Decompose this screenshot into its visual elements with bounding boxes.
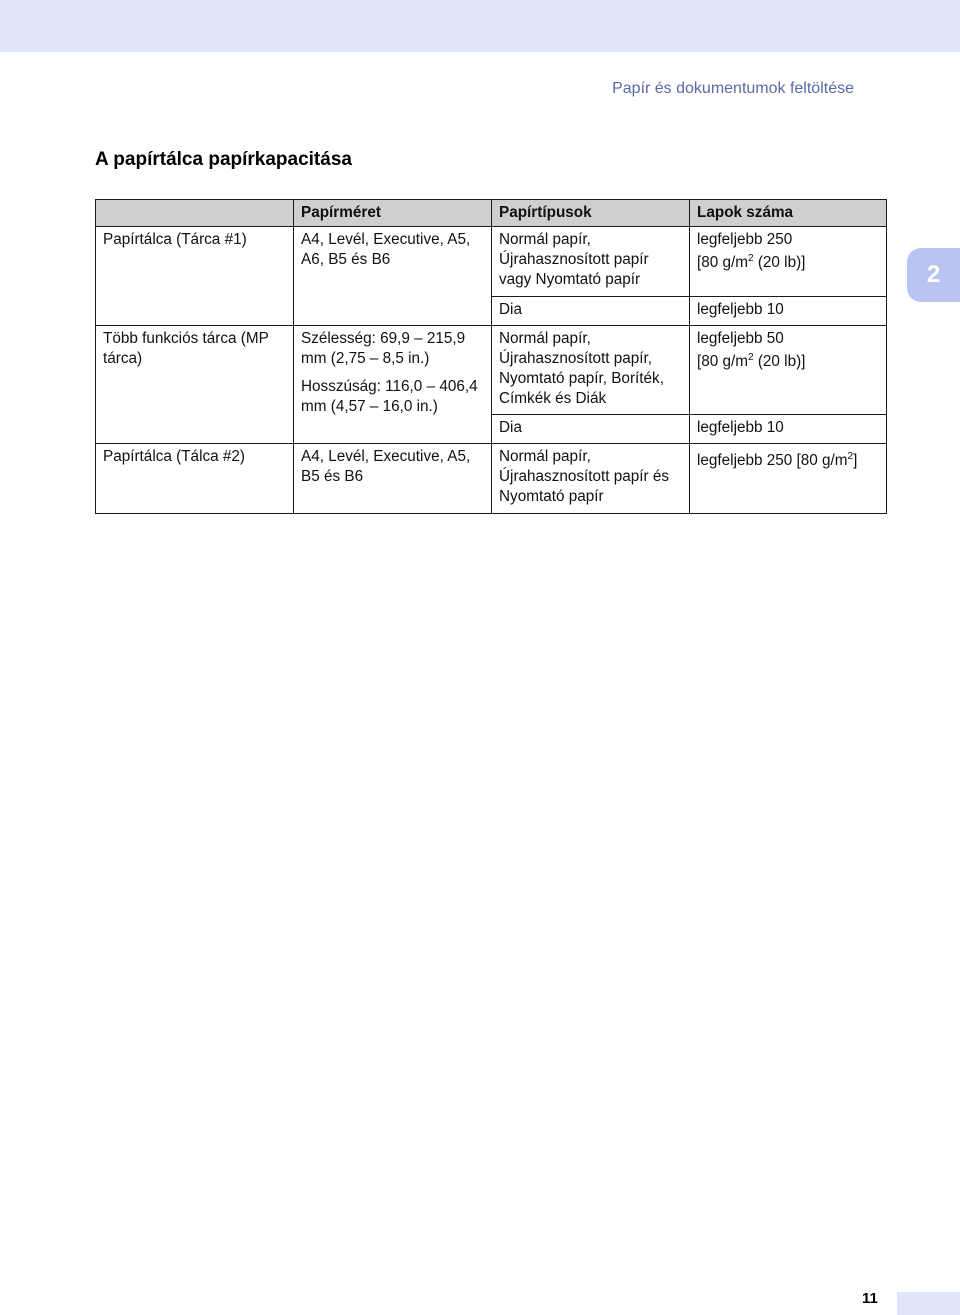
section-title: A papírtálca papírkapacitása: [95, 149, 352, 170]
table-row: [96, 444, 887, 514]
tray1-sheets-max: legfeljebb 250: [697, 231, 793, 248]
mp-types: Normál papír, Újrahasznosított papír, Nyomtató papír, Boríték, Címkék és Diák: [492, 326, 690, 415]
paper-capacity-table: [95, 199, 887, 514]
tray2-types: Normál papír, Újrahasznosított papír és Nyomtató papír: [492, 444, 690, 514]
mp-sheets-weight: [80 $g/m^2$ (20 lb)]: [697, 352, 806, 370]
header-sheet-count: Lapok száma: [690, 200, 887, 227]
tray2-name: Papírtálca (Tálca #2): [96, 444, 294, 514]
top-band: [0, 0, 960, 52]
mp-dia-type: Dia: [492, 415, 690, 444]
mp-size-length: Hosszúság: 116,0 – 406,4 mm (4,57 – 16,0 in.): [301, 378, 478, 415]
tray1-types: Normál papír, Újrahasznosított papír vagy Nyomtató papír: [492, 227, 690, 297]
running-header: Papír és dokumentumok feltöltése: [612, 80, 854, 97]
page-number: 11: [862, 1290, 878, 1307]
chapter-tab: [907, 248, 960, 302]
mp-sheets-max: legfeljebb 50: [697, 330, 784, 347]
tray1-sheets-weight: [80 $g/m^2$ (20 lb)]: [697, 253, 806, 271]
header-paper-size: Papírméret: [294, 200, 492, 227]
tray2-sheets: legfeljebb 250 [80 $g/m^2$]: [690, 444, 887, 514]
mp-size-width: Szélesség: 69,9 – 215,9 mm (2,75 – 8,5 in.): [301, 330, 466, 367]
footer-band: [897, 1292, 960, 1315]
table-row: [96, 227, 887, 297]
header-paper-types: Papírtípusok: [492, 200, 690, 227]
table-header-row: [96, 200, 887, 227]
tray1-size: A4, Levél, Executive, A5, A6, B5 és B6: [294, 227, 492, 326]
chapter-number: 2: [926, 261, 941, 288]
mp-sheets: [690, 326, 887, 415]
mp-dia-sheets: legfeljebb 10: [690, 415, 887, 444]
tray1-sheets: [690, 227, 887, 297]
header-blank: [96, 200, 294, 227]
table-row: [96, 326, 887, 415]
tray1-name: Papírtálca (Tárca #1): [96, 227, 294, 326]
mp-name: Több funkciós tárca (MP tárca): [96, 326, 294, 444]
mp-size: [294, 326, 492, 444]
tray1-dia-sheets: legfeljebb 10: [690, 297, 887, 326]
tray2-size: A4, Levél, Executive, A5, B5 és B6: [294, 444, 492, 514]
tray1-dia-type: Dia: [492, 297, 690, 326]
